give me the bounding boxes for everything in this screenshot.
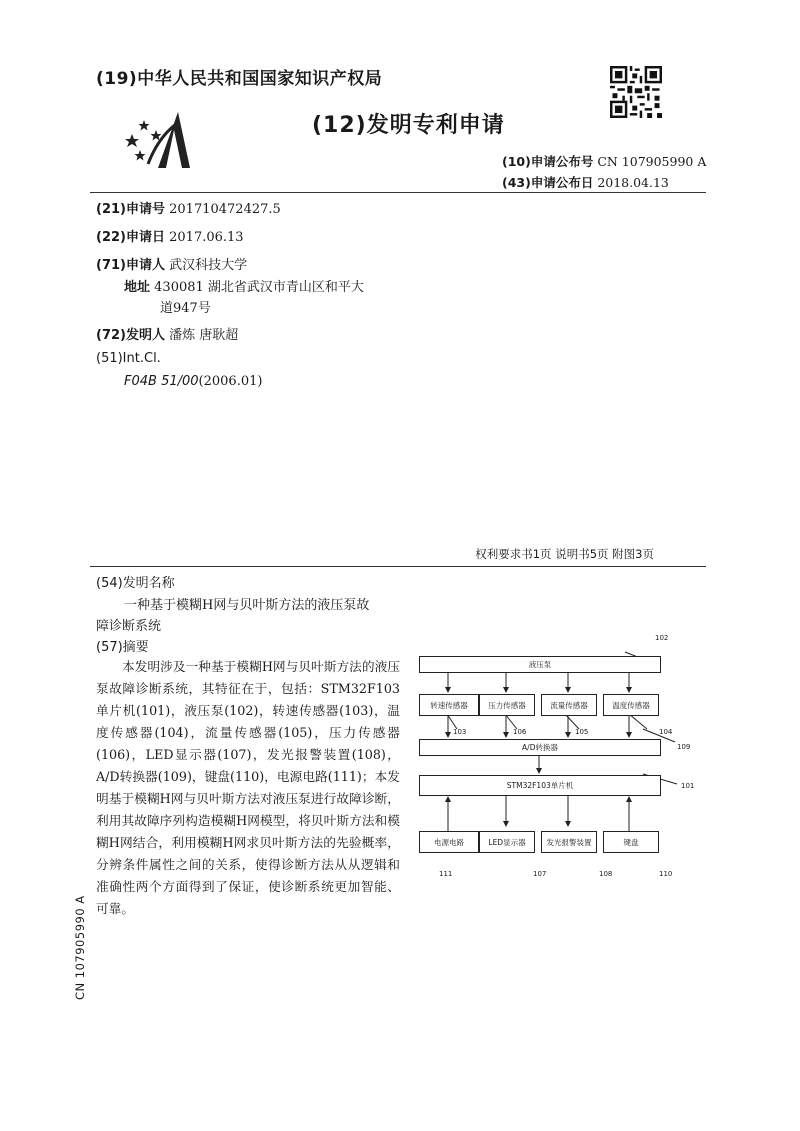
application-number: 201710472427.5 bbox=[169, 202, 281, 217]
label-102: 102 bbox=[655, 634, 669, 642]
abstract-label: (57)摘要 bbox=[96, 640, 149, 655]
application-date-row bbox=[96, 226, 244, 245]
label-103: 103 bbox=[453, 728, 467, 736]
label-108: 108 bbox=[599, 870, 613, 878]
publication-number-row bbox=[502, 152, 706, 170]
publication-date-row bbox=[502, 173, 669, 191]
label-105: 105 bbox=[575, 728, 589, 736]
intcl-code: F04B 51/00 bbox=[124, 374, 199, 389]
invention-title-line-2: 障诊断系统 bbox=[96, 619, 162, 634]
power-circuit-block: 电源电路 bbox=[419, 831, 479, 853]
flow-sensor-block: 流量传感器 bbox=[541, 694, 597, 716]
application-date-label: (22)申请日 bbox=[96, 230, 165, 245]
applicant-label: (71)申请人 bbox=[96, 258, 165, 273]
header-rule bbox=[90, 192, 706, 193]
mcu-block: STM32F103单片机 bbox=[419, 775, 661, 796]
pages-summary: 权利要求书1页 说明书5页 附图3页 bbox=[475, 547, 654, 561]
speed-sensor-block: 转速传感器 bbox=[419, 694, 479, 716]
alarm-device-block: 发光报警装置 bbox=[541, 831, 597, 853]
inventors-row bbox=[96, 324, 238, 343]
issuing-office: (19)中华人民共和国国家知识产权局 bbox=[96, 69, 383, 89]
invention-title-label: (54)发明名称 bbox=[96, 576, 175, 591]
label-111: 111 bbox=[439, 870, 453, 878]
applicant-row bbox=[96, 254, 247, 273]
label-109: 109 bbox=[677, 743, 691, 751]
label-104: 104 bbox=[659, 728, 673, 736]
invention-title-line-1: 一种基于模糊H网与贝叶斯方法的液压泵故 bbox=[124, 598, 370, 613]
temperature-sensor-block: 温度传感器 bbox=[603, 694, 659, 716]
intcl-label: (51)Int.Cl. bbox=[96, 351, 161, 366]
application-number-label: (21)申请号 bbox=[96, 202, 165, 217]
cnipa-logo-icon bbox=[118, 108, 218, 170]
intcl-version: (2006.01) bbox=[198, 374, 263, 389]
mid-rule bbox=[90, 566, 706, 567]
ad-converter-block: A/D转换器 bbox=[419, 739, 661, 756]
publication-number-label: (10)申请公布号 bbox=[502, 154, 594, 169]
label-106: 106 bbox=[513, 728, 527, 736]
address-line-1: 430081 湖北省武汉市青山区和平大 bbox=[154, 280, 364, 295]
side-publication-number: CN 107905990 A bbox=[73, 895, 87, 1000]
hydraulic-pump-block: 液压泵 bbox=[419, 656, 661, 673]
abstract-text: 本发明涉及一种基于模糊H网与贝叶斯方法的液压泵故障诊断系统，其特征在于，包括：STM32F103单片机(101)，液压泵(102)，转速传感器(103)，温度传感器(104)，流量传感器(105)，压力传感器(106)，LED显示器(107)，发光报警装置(108)，A/D转换器(109)，键盘(110)，电源电路(111)；本发明基于模糊H网与贝叶斯方法对液压泵进行故障诊断，利用其故障序列构造模糊H网模型，将贝叶斯方法和模糊H网结合，利用模糊H网求贝叶斯方法的先验概率，分辨条件属性之间的关系，使得诊断方法从从逻辑和准确性两个方面得到了保证，使诊断系统更加智能、可靠。 bbox=[96, 659, 400, 916]
inventors-label: (72)发明人 bbox=[96, 328, 165, 343]
publication-number: CN 107905990 A bbox=[597, 154, 707, 169]
intcl-row bbox=[124, 374, 262, 389]
block-diagram bbox=[405, 630, 705, 890]
label-101: 101 bbox=[681, 782, 695, 790]
keyboard-block: 键盘 bbox=[603, 831, 659, 853]
label-107: 107 bbox=[533, 870, 547, 878]
address-label: 地址 bbox=[124, 280, 151, 295]
application-number-row bbox=[96, 198, 281, 217]
label-110: 110 bbox=[659, 870, 673, 878]
address-row bbox=[124, 276, 364, 295]
address-line-2: 道947号 bbox=[160, 301, 211, 316]
inventors: 潘炼 唐耿超 bbox=[169, 328, 239, 343]
application-date: 2017.06.13 bbox=[169, 230, 244, 245]
pressure-sensor-block: 压力传感器 bbox=[479, 694, 535, 716]
document-type-title: (12)发明专利申请 bbox=[312, 113, 505, 138]
qr-code-icon bbox=[610, 66, 662, 118]
applicant: 武汉科技大学 bbox=[169, 258, 248, 273]
led-display-block: LED显示器 bbox=[479, 831, 535, 853]
publication-date: 2018.04.13 bbox=[597, 175, 669, 190]
publication-date-label: (43)申请公布日 bbox=[502, 175, 594, 190]
